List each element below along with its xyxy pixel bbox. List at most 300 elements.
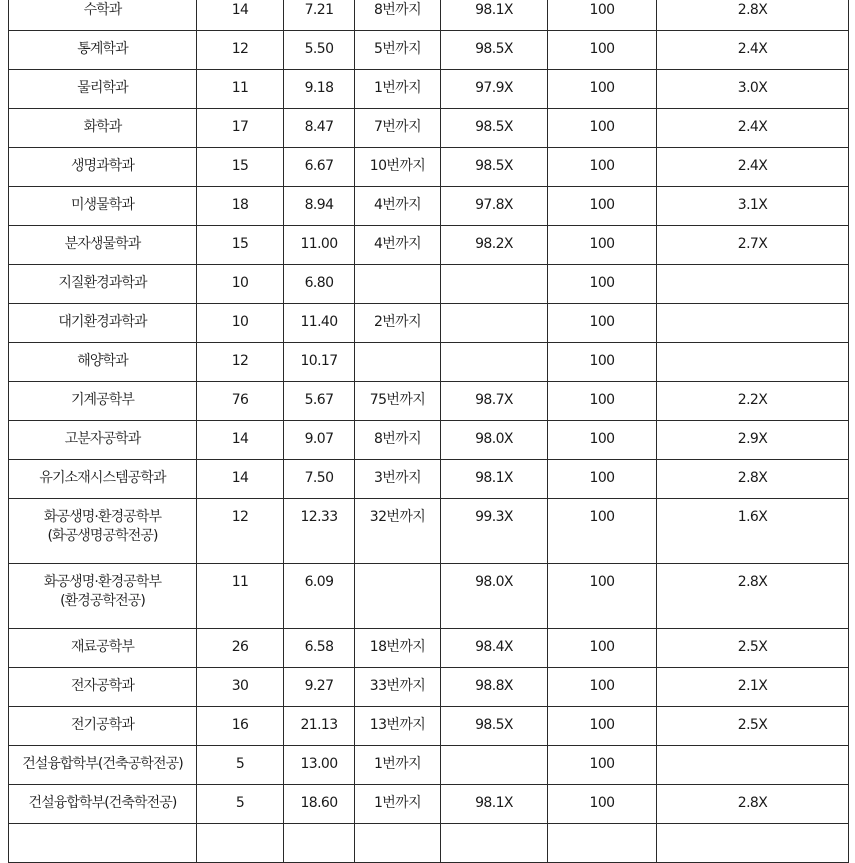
grade-cell (657, 824, 849, 863)
department-cell (9, 304, 197, 343)
percentile-cell (441, 668, 548, 707)
grade-value: 2.8X (737, 470, 768, 486)
waitlist-value: 8번까지 (373, 431, 422, 447)
waitlist-value: 13번까지 (369, 717, 426, 733)
waitlist-cell (355, 668, 441, 707)
percentile-cell (441, 187, 548, 226)
quota-cell (197, 382, 284, 421)
quota-value: 14 (231, 431, 249, 447)
department-name-line: 고분자공학과 (64, 431, 141, 447)
waitlist-cell (355, 564, 441, 629)
competition-ratio-cell (284, 421, 355, 460)
quota-cell (197, 109, 284, 148)
department-name-line: 기계공학부 (70, 392, 135, 408)
grade-cell (657, 785, 849, 824)
waitlist-value: 18번까지 (369, 639, 426, 655)
waitlist-cell (355, 707, 441, 746)
department-name-line: 생명과학과 (70, 158, 135, 174)
competition-ratio-cell (284, 785, 355, 824)
percentile-value: 98.4X (475, 639, 513, 655)
competition-ratio-cell (284, 824, 355, 863)
quota-value: 10 (231, 275, 249, 291)
full-score-value: 100 (589, 795, 615, 811)
competition-ratio-value: 18.60 (300, 795, 338, 811)
grade-value: 2.4X (737, 158, 768, 174)
table-row (9, 31, 849, 70)
quota-cell (197, 421, 284, 460)
competition-ratio-cell (284, 304, 355, 343)
competition-ratio-cell (284, 31, 355, 70)
department-name-line: 물리학과 (77, 80, 128, 96)
waitlist-cell (355, 421, 441, 460)
department-cell (9, 785, 197, 824)
quota-value: 12 (231, 509, 249, 525)
percentile-value: 98.7X (475, 392, 513, 408)
competition-ratio-value: 6.80 (304, 275, 334, 291)
grade-cell (657, 265, 849, 304)
full-score-value: 100 (589, 41, 615, 57)
percentile-value: 98.5X (475, 158, 513, 174)
grade-value: 2.8X (737, 2, 768, 18)
competition-ratio-value: 7.50 (304, 470, 334, 486)
table-row (9, 824, 849, 863)
full-score-cell (548, 304, 657, 343)
percentile-value: 98.1X (475, 2, 513, 18)
department-name-line: 화학과 (83, 119, 122, 135)
full-score-cell (548, 148, 657, 187)
department-name-line: 전자공학과 (70, 678, 135, 694)
percentile-value: 98.5X (475, 41, 513, 57)
department-name-line: 전기공학과 (70, 717, 135, 733)
percentile-cell (441, 421, 548, 460)
competition-ratio-cell (284, 707, 355, 746)
quota-cell (197, 187, 284, 226)
percentile-value: 98.8X (475, 678, 513, 694)
quota-cell (197, 707, 284, 746)
full-score-cell (548, 746, 657, 785)
waitlist-value: 33번까지 (369, 678, 426, 694)
department-name-line: 대기환경과학과 (58, 314, 147, 330)
full-score-value: 100 (589, 80, 615, 96)
grade-cell (657, 343, 849, 382)
percentile-cell (441, 707, 548, 746)
full-score-value: 100 (589, 158, 615, 174)
quota-value: 17 (231, 119, 249, 135)
department-name-line: 분자생물학과 (64, 236, 141, 252)
table-row (9, 304, 849, 343)
percentile-cell (441, 31, 548, 70)
percentile-cell (441, 148, 548, 187)
department-cell (9, 421, 197, 460)
grade-value: 2.5X (737, 717, 768, 733)
department-cell (9, 499, 197, 564)
grade-cell (657, 187, 849, 226)
full-score-value: 100 (589, 639, 615, 655)
percentile-cell (441, 499, 548, 564)
waitlist-value: 4번까지 (373, 197, 422, 213)
department-cell (9, 148, 197, 187)
waitlist-value: 1번까지 (373, 795, 422, 811)
waitlist-value: 4번까지 (373, 236, 422, 252)
full-score-cell (548, 382, 657, 421)
competition-ratio-value: 8.47 (304, 119, 334, 135)
waitlist-cell (355, 746, 441, 785)
grade-value: 3.1X (737, 197, 768, 213)
percentile-cell (441, 0, 548, 31)
table-row (9, 707, 849, 746)
table-row (9, 0, 849, 31)
grade-value: 2.9X (737, 431, 768, 447)
grade-value: 3.0X (737, 80, 768, 96)
grade-value: 2.4X (737, 41, 768, 57)
waitlist-cell (355, 460, 441, 499)
percentile-cell (441, 785, 548, 824)
percentile-value: 98.5X (475, 119, 513, 135)
full-score-value: 100 (589, 717, 615, 733)
department-name-line: 미생물학과 (70, 197, 135, 213)
grade-cell (657, 304, 849, 343)
percentile-cell (441, 629, 548, 668)
grade-cell (657, 629, 849, 668)
full-score-value: 100 (589, 119, 615, 135)
waitlist-value: 75번까지 (369, 392, 426, 408)
full-score-cell (548, 668, 657, 707)
quota-cell (197, 304, 284, 343)
full-score-cell (548, 499, 657, 564)
waitlist-value: 3번까지 (373, 470, 422, 486)
quota-cell (197, 31, 284, 70)
competition-ratio-value: 6.67 (304, 158, 334, 174)
percentile-value: 97.9X (475, 80, 513, 96)
competition-ratio-cell (284, 460, 355, 499)
full-score-cell (548, 265, 657, 304)
table-row (9, 629, 849, 668)
waitlist-cell (355, 265, 441, 304)
quota-cell (197, 746, 284, 785)
grade-cell (657, 226, 849, 265)
competition-ratio-value: 11.00 (300, 236, 338, 252)
percentile-value: 98.0X (475, 574, 513, 590)
admission-results-table-container (8, 0, 848, 863)
quota-value: 12 (231, 353, 249, 369)
competition-ratio-cell (284, 343, 355, 382)
quota-value: 16 (231, 717, 249, 733)
quota-cell (197, 226, 284, 265)
table-row (9, 460, 849, 499)
waitlist-cell (355, 785, 441, 824)
percentile-cell (441, 564, 548, 629)
quota-cell (197, 70, 284, 109)
quota-cell (197, 148, 284, 187)
percentile-value: 97.8X (475, 197, 513, 213)
grade-cell (657, 499, 849, 564)
full-score-cell (548, 226, 657, 265)
table-row (9, 499, 849, 564)
grade-cell (657, 0, 849, 31)
quota-value: 12 (231, 41, 249, 57)
full-score-cell (548, 421, 657, 460)
full-score-value: 100 (589, 392, 615, 408)
waitlist-cell (355, 226, 441, 265)
competition-ratio-value: 21.13 (300, 717, 338, 733)
department-name-line: 건설융합학부(건축공학전공) (22, 756, 183, 772)
competition-ratio-cell (284, 265, 355, 304)
department-cell (9, 707, 197, 746)
grade-cell (657, 109, 849, 148)
grade-value: 1.6X (737, 509, 768, 525)
table-row (9, 564, 849, 629)
full-score-value: 100 (589, 509, 615, 525)
department-cell (9, 343, 197, 382)
department-cell (9, 564, 197, 629)
full-score-value: 100 (589, 756, 615, 772)
competition-ratio-value: 8.94 (304, 197, 334, 213)
competition-ratio-cell (284, 668, 355, 707)
full-score-value: 100 (589, 275, 615, 291)
waitlist-cell (355, 382, 441, 421)
quota-value: 15 (231, 158, 249, 174)
competition-ratio-value: 5.50 (304, 41, 334, 57)
waitlist-value: 5번까지 (373, 41, 422, 57)
full-score-value: 100 (589, 353, 615, 369)
table-row (9, 382, 849, 421)
competition-ratio-value: 7.21 (304, 2, 334, 18)
percentile-value: 98.1X (475, 470, 513, 486)
table-row (9, 148, 849, 187)
quota-value: 30 (231, 678, 249, 694)
waitlist-value: 2번까지 (373, 314, 422, 330)
competition-ratio-value: 12.33 (300, 509, 338, 525)
waitlist-value: 1번까지 (373, 80, 422, 96)
department-cell (9, 629, 197, 668)
percentile-cell (441, 460, 548, 499)
quota-value: 10 (231, 314, 249, 330)
competition-ratio-cell (284, 226, 355, 265)
grade-value: 2.4X (737, 119, 768, 135)
waitlist-cell (355, 148, 441, 187)
department-cell (9, 746, 197, 785)
grade-value: 2.8X (737, 574, 768, 590)
grade-value: 2.5X (737, 639, 768, 655)
percentile-value: 99.3X (475, 509, 513, 525)
department-name-line: (환경공학전공) (60, 593, 145, 609)
competition-ratio-cell (284, 70, 355, 109)
department-cell (9, 70, 197, 109)
quota-value: 5 (235, 795, 245, 811)
percentile-value: 98.5X (475, 717, 513, 733)
table-body (9, 0, 849, 863)
percentile-cell (441, 265, 548, 304)
quota-cell (197, 785, 284, 824)
full-score-cell (548, 460, 657, 499)
department-cell (9, 109, 197, 148)
waitlist-cell (355, 109, 441, 148)
full-score-value: 100 (589, 197, 615, 213)
quota-cell (197, 668, 284, 707)
waitlist-value: 7번까지 (373, 119, 422, 135)
quota-cell (197, 265, 284, 304)
table-row (9, 187, 849, 226)
department-cell (9, 187, 197, 226)
full-score-cell (548, 785, 657, 824)
competition-ratio-cell (284, 382, 355, 421)
department-name-line: (화공생명공학전공) (47, 528, 158, 544)
waitlist-value: 1번까지 (373, 756, 422, 772)
full-score-cell (548, 343, 657, 382)
full-score-cell (548, 187, 657, 226)
full-score-cell (548, 0, 657, 31)
competition-ratio-cell (284, 629, 355, 668)
competition-ratio-value: 6.58 (304, 639, 334, 655)
waitlist-cell (355, 499, 441, 564)
competition-ratio-cell (284, 187, 355, 226)
quota-value: 76 (231, 392, 249, 408)
full-score-cell (548, 109, 657, 148)
quota-value: 11 (231, 80, 249, 96)
percentile-cell (441, 824, 548, 863)
department-cell (9, 31, 197, 70)
competition-ratio-value: 10.17 (300, 353, 338, 369)
percentile-cell (441, 226, 548, 265)
department-cell (9, 0, 197, 31)
grade-cell (657, 668, 849, 707)
full-score-value: 100 (589, 314, 615, 330)
department-name-line: 화공생명·환경공학부 (43, 574, 162, 590)
table-row (9, 109, 849, 148)
grade-cell (657, 421, 849, 460)
percentile-value: 98.2X (475, 236, 513, 252)
quota-cell (197, 629, 284, 668)
department-name-line: 유기소재시스템공학과 (39, 470, 166, 486)
quota-cell (197, 0, 284, 31)
percentile-cell (441, 109, 548, 148)
full-score-value: 100 (589, 470, 615, 486)
department-name-line: 건설융합학부(건축학전공) (28, 795, 177, 811)
department-cell (9, 668, 197, 707)
competition-ratio-cell (284, 148, 355, 187)
table-row (9, 785, 849, 824)
department-cell (9, 265, 197, 304)
grade-value: 2.1X (737, 678, 768, 694)
table-row (9, 226, 849, 265)
table-row (9, 746, 849, 785)
competition-ratio-value: 6.09 (304, 574, 334, 590)
grade-cell (657, 148, 849, 187)
full-score-cell (548, 824, 657, 863)
quota-value: 14 (231, 470, 249, 486)
waitlist-cell (355, 187, 441, 226)
quota-value: 5 (235, 756, 245, 772)
department-cell (9, 460, 197, 499)
competition-ratio-value: 5.67 (304, 392, 334, 408)
full-score-value: 100 (589, 431, 615, 447)
grade-cell (657, 564, 849, 629)
percentile-cell (441, 343, 548, 382)
table-row (9, 343, 849, 382)
percentile-cell (441, 304, 548, 343)
department-name-line: 해양학과 (77, 353, 128, 369)
waitlist-cell (355, 70, 441, 109)
department-name-line: 수학과 (83, 2, 122, 18)
full-score-cell (548, 70, 657, 109)
waitlist-cell (355, 343, 441, 382)
percentile-cell (441, 70, 548, 109)
quota-cell (197, 460, 284, 499)
competition-ratio-value: 11.40 (300, 314, 338, 330)
department-cell (9, 382, 197, 421)
full-score-value: 100 (589, 2, 615, 18)
grade-value: 2.2X (737, 392, 768, 408)
department-name-line: 지질환경과학과 (58, 275, 147, 291)
percentile-cell (441, 746, 548, 785)
grade-cell (657, 460, 849, 499)
percentile-cell (441, 382, 548, 421)
waitlist-value: 8번까지 (373, 2, 422, 18)
grade-cell (657, 746, 849, 785)
waitlist-cell (355, 304, 441, 343)
table-row (9, 70, 849, 109)
quota-value: 15 (231, 236, 249, 252)
waitlist-value: 32번까지 (369, 509, 426, 525)
table-row (9, 265, 849, 304)
competition-ratio-value: 9.18 (304, 80, 334, 96)
competition-ratio-cell (284, 0, 355, 31)
competition-ratio-value: 9.07 (304, 431, 334, 447)
grade-cell (657, 382, 849, 421)
quota-value: 26 (231, 639, 249, 655)
quota-value: 11 (231, 574, 249, 590)
full-score-cell (548, 707, 657, 746)
table-row (9, 668, 849, 707)
full-score-cell (548, 564, 657, 629)
table-row (9, 421, 849, 460)
grade-value: 2.7X (737, 236, 768, 252)
competition-ratio-cell (284, 109, 355, 148)
quota-cell (197, 564, 284, 629)
full-score-value: 100 (589, 236, 615, 252)
quota-cell (197, 499, 284, 564)
competition-ratio-cell (284, 746, 355, 785)
competition-ratio-cell (284, 499, 355, 564)
department-name-line: 재료공학부 (70, 639, 135, 655)
competition-ratio-value: 9.27 (304, 678, 334, 694)
grade-cell (657, 70, 849, 109)
department-cell (9, 824, 197, 863)
full-score-value: 100 (589, 574, 615, 590)
quota-cell (197, 824, 284, 863)
waitlist-cell (355, 0, 441, 31)
grade-cell (657, 707, 849, 746)
grade-cell (657, 31, 849, 70)
department-name-line: 통계학과 (77, 41, 128, 57)
competition-ratio-value: 13.00 (300, 756, 338, 772)
quota-value: 14 (231, 2, 249, 18)
quota-cell (197, 343, 284, 382)
waitlist-value: 10번까지 (369, 158, 426, 174)
full-score-cell (548, 31, 657, 70)
department-cell (9, 226, 197, 265)
waitlist-cell (355, 31, 441, 70)
competition-ratio-cell (284, 564, 355, 629)
department-name-line: 화공생명·환경공학부 (43, 509, 162, 525)
grade-value: 2.8X (737, 795, 768, 811)
admission-results-table (8, 0, 849, 863)
percentile-value: 98.0X (475, 431, 513, 447)
full-score-cell (548, 629, 657, 668)
full-score-value: 100 (589, 678, 615, 694)
waitlist-cell (355, 824, 441, 863)
quota-value: 18 (231, 197, 249, 213)
